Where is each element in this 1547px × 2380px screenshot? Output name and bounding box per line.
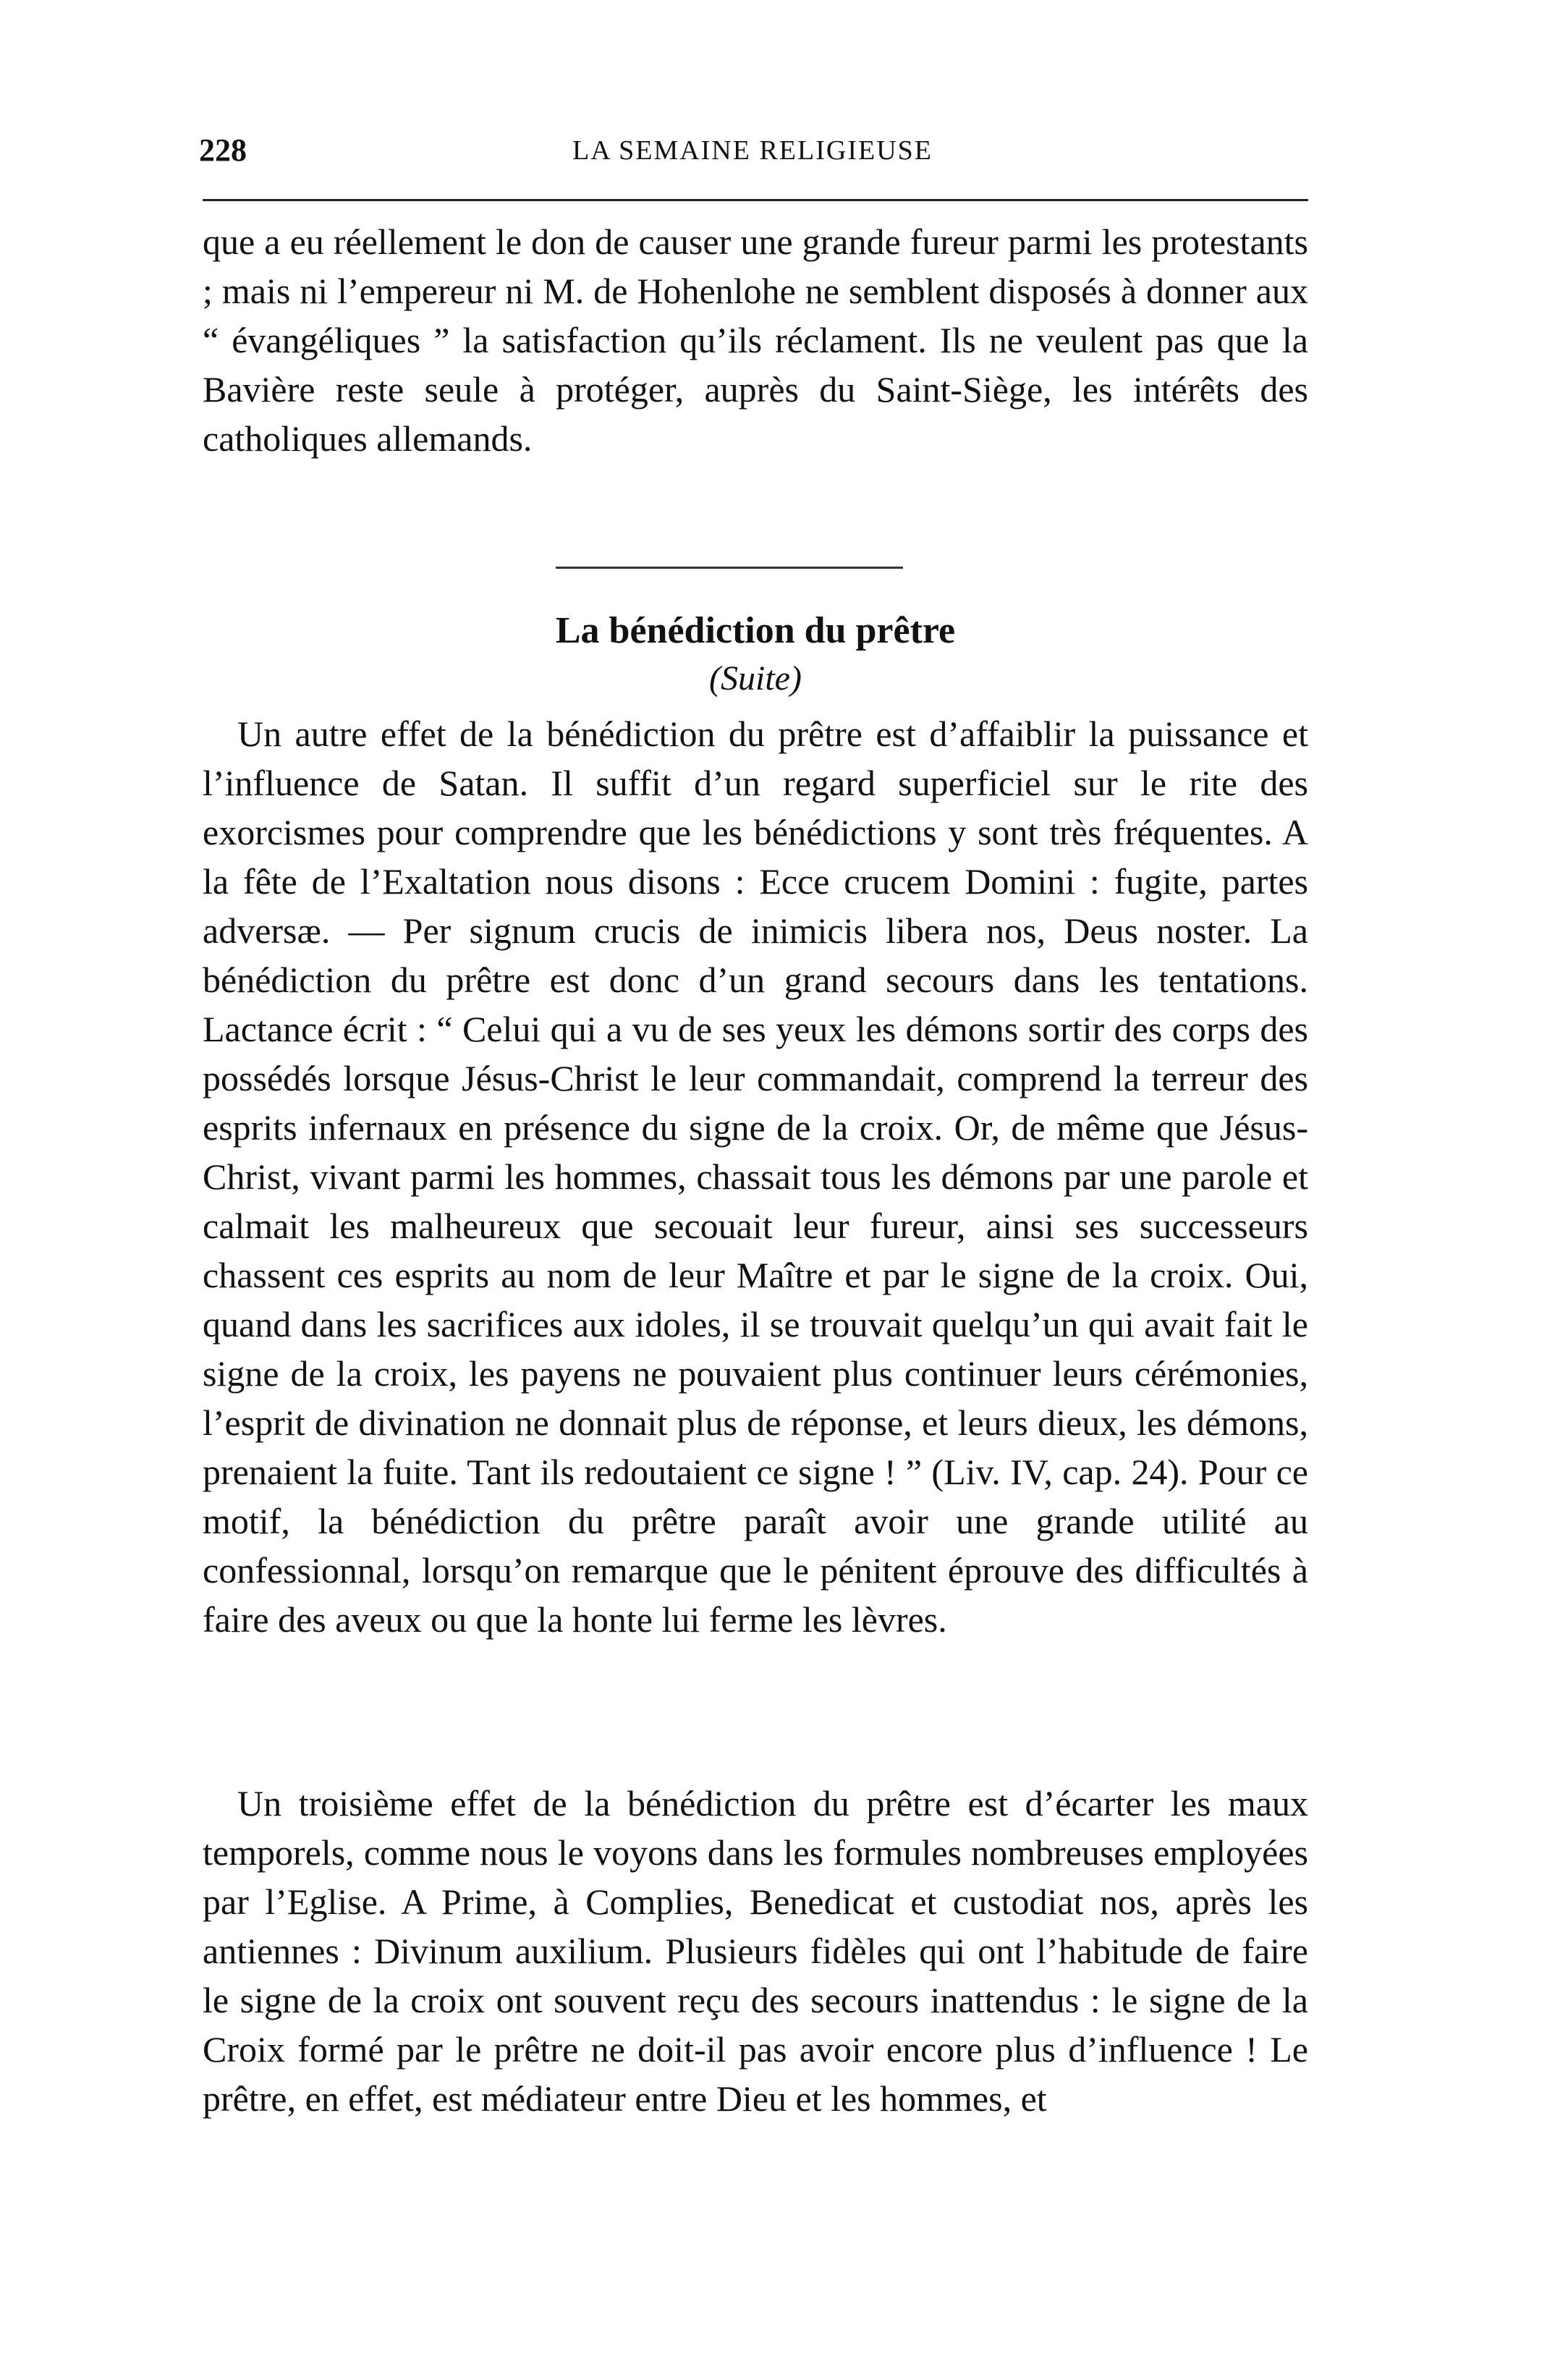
running-title: LA SEMAINE RELIGIEUSE [572,135,933,166]
header-rule [203,199,1308,201]
section-subtitle: (Suite) [709,659,802,698]
section-divider [556,567,903,569]
section-title: La bénédiction du prêtre [555,610,956,651]
page-number: 228 [199,132,247,168]
body-paragraph: Un autre effet de la bénédiction du prêtre est d’affaiblir la puissance et l’influence de Satan. Il suffit d’un regard superficiel sur le rite des exorcismes pour comprendre que les bénédictions y sont très fréquentes. A la fête de l’Exaltation nous disons : Ecce crucem Domini : fugite, partes adversæ. — Per signum crucis de inimicis libera nos, Deus noster. La bénédiction du prêtre est donc d’un grand secours dans les tentations. Lactance écrit : “ Celui qui a vu de ses yeux les démons sortir des corps des possédés lorsque Jésus-Christ le leur commandait, comprend la terreur des esprits infernaux en présence du signe de la croix. Or, de même que Jésus-Christ, vivant parmi les hommes, chassait tous les démons par une parole et calmait les malheureux que secouait leur fureur, ainsi ses successeurs chassent ces esprits au nom de leur Maître et par le signe de la croix. Oui, quand dans les sacrifices aux idoles, il se trouvait quelqu’un qui avait fait le signe de la croix, les payens ne pouvaient plus continuer leurs cérémonies, l’esprit de divination ne donnait plus de réponse, et leurs dieux, les démons, prenaient la fuite. Tant ils redoutaient ce signe ! ” (Liv. IV, cap. 24). Pour ce motif, la bénédiction du prêtre paraît avoir une grande utilité au confessionnal, lorsqu’on remarque que le pénitent éprouve des difficultés à faire des aveux ou que la honte lui ferme les lèvres. [203,713,1308,1640]
intro-paragraph: que a eu réellement le don de causer une grande fureur parmi les protestants ; mais ni l’empereur ni M. de Hohenlohe ne semblent disposés à donner aux “ évangéliques ” la satisfaction qu’ils réclament. Ils ne veulent pas que la Bavière reste seule à protéger, auprès du Saint-Siège, les intérêts des catholiques allemands. [203,221,1308,459]
page-header [199,132,1306,175]
body-paragraph: Un troisième effet de la bénédiction du prêtre est d’écarter les maux temporels, comme nous le voyons dans les formules nombreuses employées par l’Eglise. A Prime, à Complies, Benedicat et custodiat nos, après les antiennes : Divinum auxilium. Plusieurs fidèles qui ont l’habitude de faire le signe de la croix ont souvent reçu des secours inattendus : le signe de la Croix formé par le prêtre ne doit-il pas avoir encore plus d’influence ! Le prêtre, en effet, est médiateur entre Dieu et les hommes, et [203,1783,1308,2119]
